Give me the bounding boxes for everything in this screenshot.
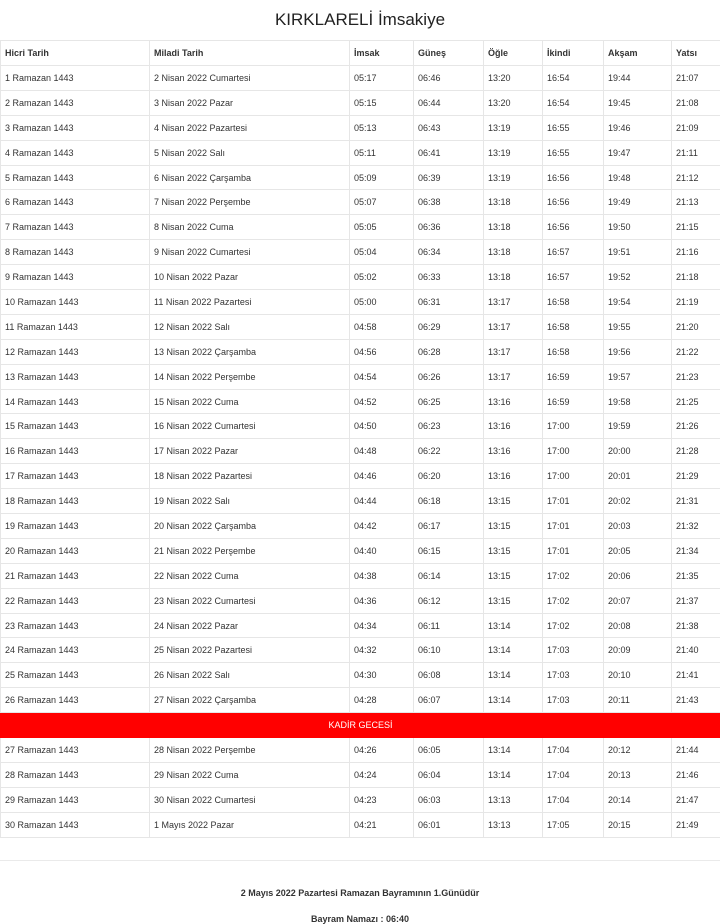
cell-ikindi: 16:57 [543,265,604,290]
cell-imsak: 04:34 [350,613,414,638]
cell-ikindi: 16:55 [543,140,604,165]
table-row [1,663,720,688]
cell-aksam: 19:51 [604,240,672,265]
cell-miladi-tarih: 23 Nisan 2022 Cumartesi [150,588,350,613]
cell-hicri-tarih: 27 Ramazan 1443 [1,738,150,763]
cell-gunes: 06:28 [414,339,484,364]
cell-hicri-tarih: 25 Ramazan 1443 [1,663,150,688]
cell-ikindi: 16:54 [543,66,604,91]
cell-imsak: 04:26 [350,738,414,763]
table-row [1,90,720,115]
cell-hicri-tarih: 9 Ramazan 1443 [1,265,150,290]
cell-hicri-tarih: 17 Ramazan 1443 [1,464,150,489]
cell-yatsi: 21:09 [672,115,720,140]
cell-miladi-tarih: 13 Nisan 2022 Çarşamba [150,339,350,364]
cell-ikindi: 17:03 [543,688,604,713]
cell-ikindi: 17:00 [543,464,604,489]
cell-gunes: 06:07 [414,688,484,713]
table-row [1,439,720,464]
cell-miladi-tarih: 24 Nisan 2022 Pazar [150,613,350,638]
cell-gunes: 06:38 [414,190,484,215]
cell-miladi-tarih: 5 Nisan 2022 Salı [150,140,350,165]
cell-yatsi: 21:16 [672,240,720,265]
cell-aksam: 19:55 [604,314,672,339]
cell-miladi-tarih: 6 Nisan 2022 Çarşamba [150,165,350,190]
cell-gunes: 06:12 [414,588,484,613]
cell-ogle: 13:16 [484,389,543,414]
cell-aksam: 19:47 [604,140,672,165]
cell-hicri-tarih: 10 Ramazan 1443 [1,290,150,315]
cell-aksam: 20:12 [604,738,672,763]
table-row [1,339,720,364]
cell-ogle: 13:17 [484,290,543,315]
cell-ogle: 13:18 [484,240,543,265]
cell-aksam: 19:54 [604,290,672,315]
cell-aksam: 19:45 [604,90,672,115]
cell-gunes: 06:43 [414,115,484,140]
cell-imsak: 04:28 [350,688,414,713]
cell-miladi-tarih: 7 Nisan 2022 Perşembe [150,190,350,215]
cell-imsak: 04:46 [350,464,414,489]
cell-ogle: 13:13 [484,812,543,837]
cell-imsak: 05:15 [350,90,414,115]
cell-imsak: 05:09 [350,165,414,190]
cell-miladi-tarih: 26 Nisan 2022 Salı [150,663,350,688]
cell-ikindi: 16:59 [543,364,604,389]
cell-ogle: 13:16 [484,414,543,439]
header-row [1,41,720,66]
cell-yatsi: 21:28 [672,439,720,464]
table-row [1,389,720,414]
cell-imsak: 05:11 [350,140,414,165]
cell-ogle: 13:19 [484,165,543,190]
cell-imsak: 04:30 [350,663,414,688]
table-row [1,290,720,315]
cell-aksam: 20:15 [604,812,672,837]
cell-ogle: 13:14 [484,738,543,763]
column-header-aksam: Akşam [604,41,672,66]
cell-ikindi: 17:00 [543,439,604,464]
cell-imsak: 04:54 [350,364,414,389]
cell-aksam: 20:00 [604,439,672,464]
table-row [1,66,720,91]
cell-hicri-tarih: 22 Ramazan 1443 [1,588,150,613]
cell-ogle: 13:20 [484,90,543,115]
table-row [1,140,720,165]
cell-hicri-tarih: 4 Ramazan 1443 [1,140,150,165]
cell-yatsi: 21:35 [672,563,720,588]
table-row [1,115,720,140]
table-row [1,165,720,190]
cell-ogle: 13:14 [484,688,543,713]
cell-ogle: 13:15 [484,538,543,563]
cell-yatsi: 21:31 [672,489,720,514]
cell-ogle: 13:17 [484,364,543,389]
cell-hicri-tarih: 12 Ramazan 1443 [1,339,150,364]
cell-gunes: 06:05 [414,738,484,763]
cell-imsak: 04:42 [350,514,414,539]
cell-aksam: 20:10 [604,663,672,688]
footer-divider [0,860,720,861]
cell-aksam: 20:13 [604,762,672,787]
cell-hicri-tarih: 11 Ramazan 1443 [1,314,150,339]
cell-gunes: 06:44 [414,90,484,115]
cell-miladi-tarih: 11 Nisan 2022 Pazartesi [150,290,350,315]
table-row [1,688,720,713]
table-row [1,464,720,489]
cell-ikindi: 17:03 [543,638,604,663]
table-row [1,265,720,290]
table-row [1,364,720,389]
table-body [1,66,720,838]
cell-ogle: 13:19 [484,140,543,165]
cell-imsak: 04:21 [350,812,414,837]
cell-imsak: 04:24 [350,762,414,787]
cell-gunes: 06:31 [414,290,484,315]
column-header-ikindi: İkindi [543,41,604,66]
cell-aksam: 19:58 [604,389,672,414]
cell-gunes: 06:23 [414,414,484,439]
cell-ikindi: 17:01 [543,489,604,514]
table-row [1,215,720,240]
cell-ikindi: 16:54 [543,90,604,115]
cell-yatsi: 21:29 [672,464,720,489]
cell-miladi-tarih: 30 Nisan 2022 Cumartesi [150,787,350,812]
cell-gunes: 06:14 [414,563,484,588]
cell-miladi-tarih: 2 Nisan 2022 Cumartesi [150,66,350,91]
page-title: KIRKLARELİ İmsakiye [274,10,446,29]
cell-ikindi: 16:56 [543,190,604,215]
cell-gunes: 06:36 [414,215,484,240]
cell-ikindi: 17:02 [543,588,604,613]
cell-gunes: 06:20 [414,464,484,489]
cell-ikindi: 16:55 [543,115,604,140]
column-header-hicri-tarih: Hicri Tarih [1,41,150,66]
cell-ikindi: 17:02 [543,563,604,588]
cell-gunes: 06:11 [414,613,484,638]
cell-ogle: 13:17 [484,314,543,339]
cell-imsak: 04:32 [350,638,414,663]
cell-hicri-tarih: 24 Ramazan 1443 [1,638,150,663]
cell-ikindi: 17:01 [543,514,604,539]
cell-ikindi: 17:01 [543,538,604,563]
cell-imsak: 04:52 [350,389,414,414]
table-row [1,314,720,339]
cell-yatsi: 21:43 [672,688,720,713]
cell-ikindi: 16:58 [543,314,604,339]
cell-yatsi: 21:11 [672,140,720,165]
cell-hicri-tarih: 6 Ramazan 1443 [1,190,150,215]
cell-gunes: 06:46 [414,66,484,91]
cell-imsak: 04:36 [350,588,414,613]
cell-hicri-tarih: 16 Ramazan 1443 [1,439,150,464]
cell-yatsi: 21:37 [672,588,720,613]
cell-yatsi: 21:34 [672,538,720,563]
cell-hicri-tarih: 30 Ramazan 1443 [1,812,150,837]
cell-imsak: 05:13 [350,115,414,140]
cell-ikindi: 17:00 [543,414,604,439]
cell-yatsi: 21:20 [672,314,720,339]
cell-ogle: 13:14 [484,762,543,787]
cell-miladi-tarih: 4 Nisan 2022 Pazartesi [150,115,350,140]
bayram-info: 2 Mayıs 2022 Pazartesi Ramazan Bayramının 1.Günüdür [240,887,480,898]
cell-imsak: 04:48 [350,439,414,464]
cell-ikindi: 16:58 [543,290,604,315]
kadir-gecesi-label: KADİR GECESİ [1,713,720,738]
cell-aksam: 20:02 [604,489,672,514]
cell-imsak: 05:02 [350,265,414,290]
cell-ikindi: 17:03 [543,663,604,688]
cell-gunes: 06:01 [414,812,484,837]
cell-imsak: 05:05 [350,215,414,240]
cell-gunes: 06:33 [414,265,484,290]
cell-miladi-tarih: 3 Nisan 2022 Pazar [150,90,350,115]
cell-hicri-tarih: 3 Ramazan 1443 [1,115,150,140]
cell-gunes: 06:03 [414,787,484,812]
cell-yatsi: 21:44 [672,738,720,763]
cell-aksam: 20:06 [604,563,672,588]
bayram-namazi: Bayram Namazı : 06:40 [310,913,410,924]
cell-gunes: 06:15 [414,538,484,563]
column-header-yatsi: Yatsı [672,41,720,66]
cell-ogle: 13:13 [484,787,543,812]
cell-yatsi: 21:40 [672,638,720,663]
cell-hicri-tarih: 28 Ramazan 1443 [1,762,150,787]
cell-aksam: 20:01 [604,464,672,489]
cell-ogle: 13:19 [484,115,543,140]
cell-miladi-tarih: 28 Nisan 2022 Perşembe [150,738,350,763]
cell-gunes: 06:10 [414,638,484,663]
cell-miladi-tarih: 25 Nisan 2022 Pazartesi [150,638,350,663]
cell-miladi-tarih: 17 Nisan 2022 Pazar [150,439,350,464]
cell-hicri-tarih: 23 Ramazan 1443 [1,613,150,638]
cell-hicri-tarih: 19 Ramazan 1443 [1,514,150,539]
cell-aksam: 20:03 [604,514,672,539]
cell-imsak: 04:23 [350,787,414,812]
table-row [1,787,720,812]
table-row [1,190,720,215]
cell-ikindi: 16:59 [543,389,604,414]
cell-ogle: 13:14 [484,638,543,663]
cell-yatsi: 21:26 [672,414,720,439]
imsakiye-table [0,40,720,838]
cell-ogle: 13:16 [484,439,543,464]
cell-yatsi: 21:08 [672,90,720,115]
cell-miladi-tarih: 21 Nisan 2022 Perşembe [150,538,350,563]
cell-ikindi: 16:56 [543,215,604,240]
cell-gunes: 06:39 [414,165,484,190]
cell-ogle: 13:20 [484,66,543,91]
cell-imsak: 05:00 [350,290,414,315]
cell-imsak: 04:40 [350,538,414,563]
column-header-imsak: İmsak [350,41,414,66]
cell-hicri-tarih: 14 Ramazan 1443 [1,389,150,414]
cell-ogle: 13:14 [484,613,543,638]
cell-hicri-tarih: 20 Ramazan 1443 [1,538,150,563]
cell-gunes: 06:04 [414,762,484,787]
cell-aksam: 19:56 [604,339,672,364]
cell-imsak: 04:58 [350,314,414,339]
cell-ogle: 13:18 [484,265,543,290]
cell-aksam: 19:57 [604,364,672,389]
cell-ogle: 13:14 [484,663,543,688]
cell-gunes: 06:17 [414,514,484,539]
cell-ikindi: 17:02 [543,613,604,638]
cell-miladi-tarih: 27 Nisan 2022 Çarşamba [150,688,350,713]
cell-miladi-tarih: 10 Nisan 2022 Pazar [150,265,350,290]
cell-aksam: 19:44 [604,66,672,91]
cell-hicri-tarih: 29 Ramazan 1443 [1,787,150,812]
table-row [1,812,720,837]
cell-yatsi: 21:22 [672,339,720,364]
cell-yatsi: 21:25 [672,389,720,414]
cell-yatsi: 21:07 [672,66,720,91]
cell-aksam: 19:46 [604,115,672,140]
cell-aksam: 19:50 [604,215,672,240]
cell-yatsi: 21:38 [672,613,720,638]
cell-ogle: 13:15 [484,563,543,588]
cell-ogle: 13:17 [484,339,543,364]
cell-aksam: 20:14 [604,787,672,812]
cell-yatsi: 21:13 [672,190,720,215]
cell-aksam: 19:52 [604,265,672,290]
cell-miladi-tarih: 14 Nisan 2022 Perşembe [150,364,350,389]
cell-miladi-tarih: 9 Nisan 2022 Cumartesi [150,240,350,265]
cell-gunes: 06:25 [414,389,484,414]
cell-ikindi: 17:04 [543,738,604,763]
table-row [1,538,720,563]
cell-ogle: 13:15 [484,588,543,613]
cell-yatsi: 21:19 [672,290,720,315]
table-row [1,738,720,763]
cell-hicri-tarih: 7 Ramazan 1443 [1,215,150,240]
cell-miladi-tarih: 8 Nisan 2022 Cuma [150,215,350,240]
cell-gunes: 06:08 [414,663,484,688]
cell-yatsi: 21:46 [672,762,720,787]
cell-hicri-tarih: 15 Ramazan 1443 [1,414,150,439]
cell-ikindi: 17:05 [543,812,604,837]
cell-gunes: 06:22 [414,439,484,464]
cell-aksam: 19:59 [604,414,672,439]
cell-imsak: 04:44 [350,489,414,514]
cell-miladi-tarih: 16 Nisan 2022 Cumartesi [150,414,350,439]
cell-gunes: 06:18 [414,489,484,514]
cell-imsak: 05:07 [350,190,414,215]
cell-gunes: 06:26 [414,364,484,389]
table-row [1,414,720,439]
cell-miladi-tarih: 22 Nisan 2022 Cuma [150,563,350,588]
cell-aksam: 20:08 [604,613,672,638]
cell-hicri-tarih: 8 Ramazan 1443 [1,240,150,265]
cell-miladi-tarih: 29 Nisan 2022 Cuma [150,762,350,787]
cell-ikindi: 17:04 [543,787,604,812]
cell-yatsi: 21:18 [672,265,720,290]
cell-aksam: 20:11 [604,688,672,713]
table-row [1,762,720,787]
cell-ogle: 13:15 [484,489,543,514]
column-header-gunes: Güneş [414,41,484,66]
cell-yatsi: 21:49 [672,812,720,837]
cell-hicri-tarih: 26 Ramazan 1443 [1,688,150,713]
cell-ikindi: 16:58 [543,339,604,364]
table-row [1,489,720,514]
cell-hicri-tarih: 5 Ramazan 1443 [1,165,150,190]
cell-ikindi: 16:56 [543,165,604,190]
cell-miladi-tarih: 1 Mayıs 2022 Pazar [150,812,350,837]
cell-ogle: 13:18 [484,190,543,215]
cell-imsak: 04:56 [350,339,414,364]
cell-imsak: 05:04 [350,240,414,265]
cell-miladi-tarih: 12 Nisan 2022 Salı [150,314,350,339]
cell-hicri-tarih: 1 Ramazan 1443 [1,66,150,91]
table-row [1,563,720,588]
cell-ogle: 13:18 [484,215,543,240]
cell-miladi-tarih: 20 Nisan 2022 Çarşamba [150,514,350,539]
cell-hicri-tarih: 21 Ramazan 1443 [1,563,150,588]
column-header-ogle: Öğle [484,41,543,66]
cell-aksam: 19:48 [604,165,672,190]
cell-yatsi: 21:32 [672,514,720,539]
cell-gunes: 06:29 [414,314,484,339]
footer [0,888,720,924]
cell-hicri-tarih: 2 Ramazan 1443 [1,90,150,115]
cell-ogle: 13:16 [484,464,543,489]
cell-gunes: 06:34 [414,240,484,265]
cell-imsak: 05:17 [350,66,414,91]
cell-miladi-tarih: 19 Nisan 2022 Salı [150,489,350,514]
cell-miladi-tarih: 18 Nisan 2022 Pazartesi [150,464,350,489]
cell-aksam: 19:49 [604,190,672,215]
cell-yatsi: 21:12 [672,165,720,190]
cell-yatsi: 21:47 [672,787,720,812]
cell-imsak: 04:38 [350,563,414,588]
table-row [1,514,720,539]
cell-yatsi: 21:41 [672,663,720,688]
cell-imsak: 04:50 [350,414,414,439]
cell-hicri-tarih: 18 Ramazan 1443 [1,489,150,514]
cell-gunes: 06:41 [414,140,484,165]
table-row [1,613,720,638]
cell-aksam: 20:05 [604,538,672,563]
table-row [1,588,720,613]
column-header-miladi-tarih: Miladi Tarih [150,41,350,66]
cell-yatsi: 21:15 [672,215,720,240]
cell-aksam: 20:07 [604,588,672,613]
cell-miladi-tarih: 15 Nisan 2022 Cuma [150,389,350,414]
table-row [1,638,720,663]
table-row [1,240,720,265]
cell-ogle: 13:15 [484,514,543,539]
cell-hicri-tarih: 13 Ramazan 1443 [1,364,150,389]
cell-yatsi: 21:23 [672,364,720,389]
cell-ikindi: 16:57 [543,240,604,265]
cell-ikindi: 17:04 [543,762,604,787]
kadir-gecesi-row [1,713,720,738]
cell-aksam: 20:09 [604,638,672,663]
